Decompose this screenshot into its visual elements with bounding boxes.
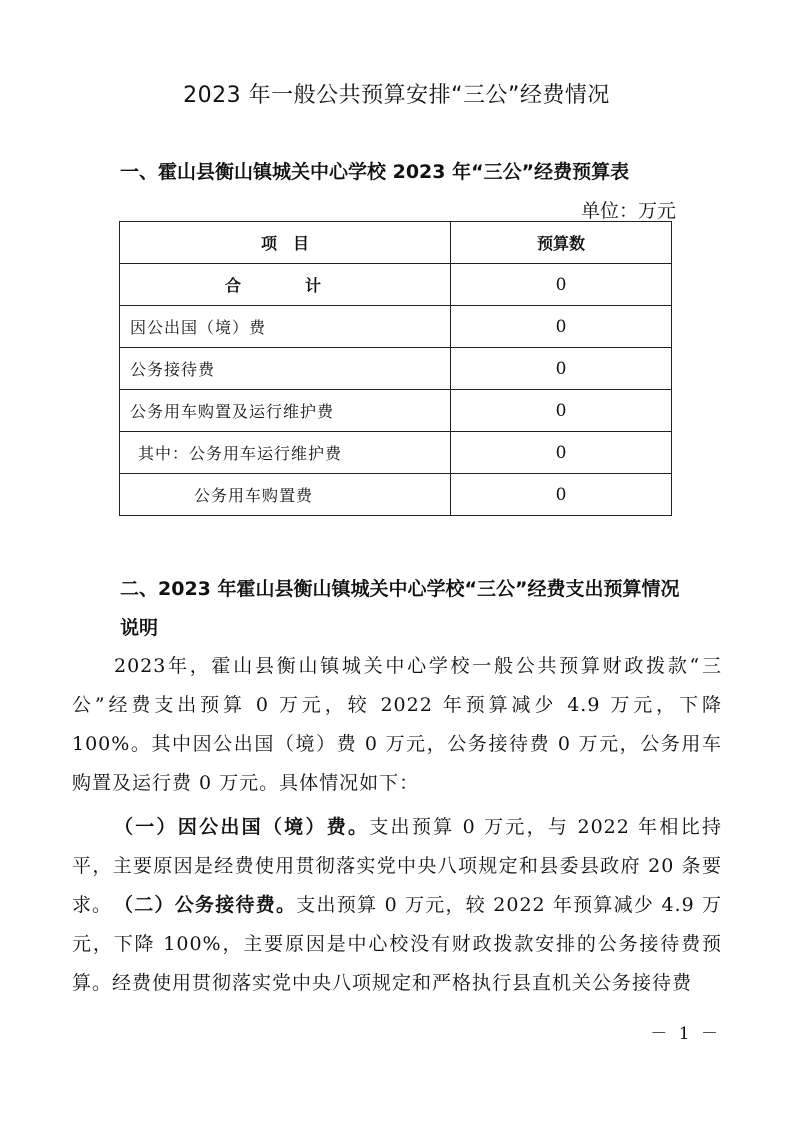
row-value: 0 bbox=[451, 348, 672, 390]
paragraph-lead: （二）公务接待费。 bbox=[114, 894, 297, 916]
row-value: 0 bbox=[451, 306, 672, 348]
table-row bbox=[120, 306, 672, 348]
row-value: 0 bbox=[451, 390, 672, 432]
page-number: － 1 － bbox=[650, 1024, 721, 1044]
table-row bbox=[120, 390, 672, 432]
row-label: 其中：公务用车运行维护费 bbox=[120, 432, 451, 474]
row-value-total: 0 bbox=[451, 264, 672, 306]
row-value: 0 bbox=[451, 432, 672, 474]
table-row bbox=[120, 432, 672, 474]
paragraph-text: 支出预算 0 万元，较 2022 年预算减少 4.9 万元，下降 100%，主要原因是中心校没有财政拨款安排的公务接待费预算。经费使用贯彻落实党中央八项规定和严格执行县直机关公务接待费 bbox=[72, 894, 722, 994]
row-label-total: 合 计 bbox=[120, 264, 451, 306]
header-item: 项 目 bbox=[120, 222, 451, 264]
table-row bbox=[120, 348, 672, 390]
row-label: 公务用车购置及运行维护费 bbox=[120, 390, 451, 432]
row-value: 0 bbox=[451, 474, 672, 516]
paragraph bbox=[72, 886, 722, 1003]
paragraph-lead: （一）因公出国（境）费。 bbox=[114, 816, 370, 838]
row-label: 因公出国（境）费 bbox=[120, 306, 451, 348]
budget-table bbox=[119, 221, 672, 516]
section1-heading: 一、霍山县衡山镇城关中心学校 2023 年“三公”经费预算表 bbox=[120, 161, 630, 183]
section2-heading: 二、2023 年霍山县衡山镇城关中心学校“三公”经费支出预算情况说明 bbox=[120, 578, 680, 639]
unit-label: 单位：万元 bbox=[580, 200, 676, 222]
page-title: 2023 年一般公共预算安排“三公”经费情况 bbox=[183, 83, 610, 108]
header-budget: 预算数 bbox=[451, 222, 672, 264]
table-row bbox=[120, 264, 672, 306]
paragraph-text: 支出预算 0 万元，与 2022 年相比持平，主要原因是经费使用贯彻落实党中央八项规定和县委县政府 20 条要求。 bbox=[72, 816, 722, 916]
table-header-row bbox=[120, 222, 672, 264]
paragraph: 2023年，霍山县衡山镇城关中心学校一般公共预算财政拨款“三公”经费支出预算 0 万元，较 2022 年预算减少 4.9 万元，下降 100%。其中因公出国（境）费 0 万元，公务接待费 0 万元，公务用车购置及运行费 0 万元。具体情况如下： bbox=[72, 655, 722, 794]
row-label: 公务用车购置费 bbox=[120, 474, 451, 516]
row-label: 公务接待费 bbox=[120, 348, 451, 390]
table-row bbox=[120, 474, 672, 516]
